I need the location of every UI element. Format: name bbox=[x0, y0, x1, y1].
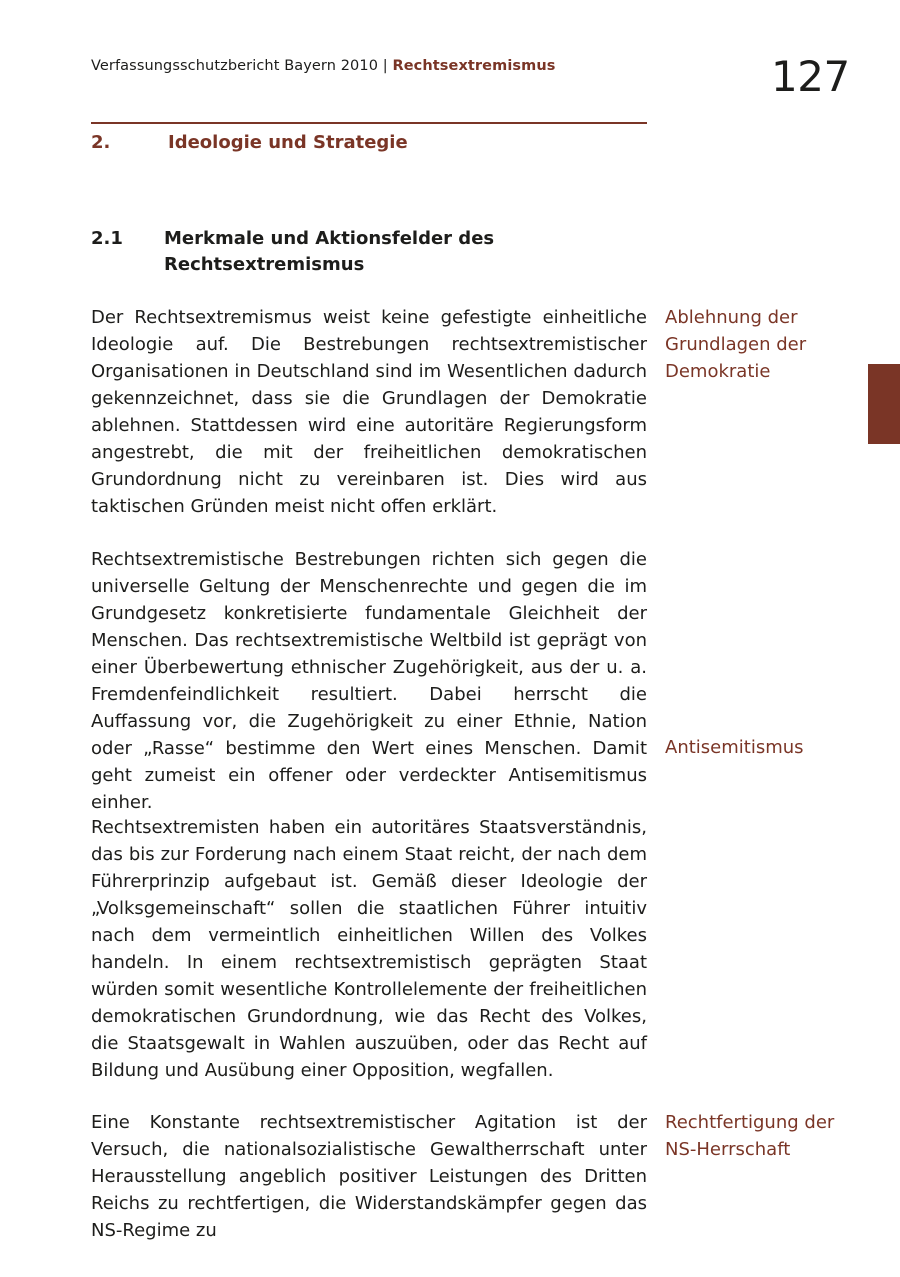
page-number: 127 bbox=[771, 52, 850, 101]
chapter-tab-marker bbox=[868, 364, 900, 444]
section-number: 2.1 bbox=[91, 228, 123, 249]
running-header bbox=[91, 58, 556, 74]
margin-note-antisemitism: Antisemitismus bbox=[665, 737, 804, 758]
body-paragraph: Rechtsextremistische Bestrebungen richten sich gegen die universelle Geltung der Menschenrechte und gegen die im Grundgesetz konkretisierte fundamentale Gleichheit der Menschen. Das rechtsextremistische Weltbild ist geprägt von einer Überbewertung ethnischer Zugehörigkeit, aus der u. a. Fremdenfeindlichkeit resultiert. Dabei herrscht die Auffassung vor, die Zugehörigkeit zu einer Ethnie, Nation oder „Rasse“ bestimme den Wert eines Menschen. Damit geht zumeist ein offener oder verdeckter Antisemitismus einher. bbox=[91, 549, 647, 813]
chapter-number: 2. bbox=[91, 132, 111, 153]
running-header-section: Rechtsextremismus bbox=[392, 58, 556, 74]
header-rule bbox=[91, 122, 647, 124]
margin-note-democracy: Ablehnung der Grundlagen der Demokratie bbox=[665, 307, 807, 382]
body-paragraph: Rechtsextremisten haben ein autoritäres Staatsverständnis, das bis zur Forderung nach einem Staat reicht, der nach dem Führerprinzip aufgebaut ist. Gemäß dieser Ideologie der „Volksgemeinschaft“ sollen die staatlichen Führer intuitiv nach dem vermeintlich einheitlichen Willen des Volkes handeln. In einem rechtsextremistisch geprägten Staat würden somit wesentliche Kontrollelemente der freiheitlichen demokratischen Grundordnung, wie das Recht des Volkes, die Staatsgewalt in Wahlen auszuüben, oder das Recht auf Bildung und Ausübung einer Opposition, wegfallen. bbox=[91, 817, 647, 1081]
margin-note-ns-justification: Rechtfertigung der NS-Herrschaft bbox=[665, 1112, 835, 1160]
running-header-title: Verfassungsschutzbericht Bayern 2010 | bbox=[91, 58, 393, 74]
body-paragraph: Eine Konstante rechtsextremistischer Agitation ist der Versuch, die nationalsozialistische Gewaltherrschaft unter Herausstellung angeblich positiver Leistungen des Dritten Reichs zu rechtfertigen, die Widerstandskämpfer gegen das NS-Regime zu bbox=[91, 1112, 647, 1241]
body-paragraph: Der Rechtsextremismus weist keine gefestigte einheitliche Ideologie auf. Die Bestrebungen rechtsextremistischer Organisationen in Deutschland sind im Wesentlichen dadurch gekennzeichnet, dass sie die Grundlagen der Demokratie ablehnen. Stattdessen wird eine autoritäre Regierungsform angestrebt, die mit der freiheitlichen demokratischen Grundordnung nicht zu vereinbaren ist. Dies wird aus taktischen Gründen meist nicht offen erklärt. bbox=[91, 307, 647, 517]
section-title: Merkmale und Aktionsfelder des Rechtsextremismus bbox=[164, 228, 495, 275]
chapter-title: Ideologie und Strategie bbox=[168, 132, 408, 153]
